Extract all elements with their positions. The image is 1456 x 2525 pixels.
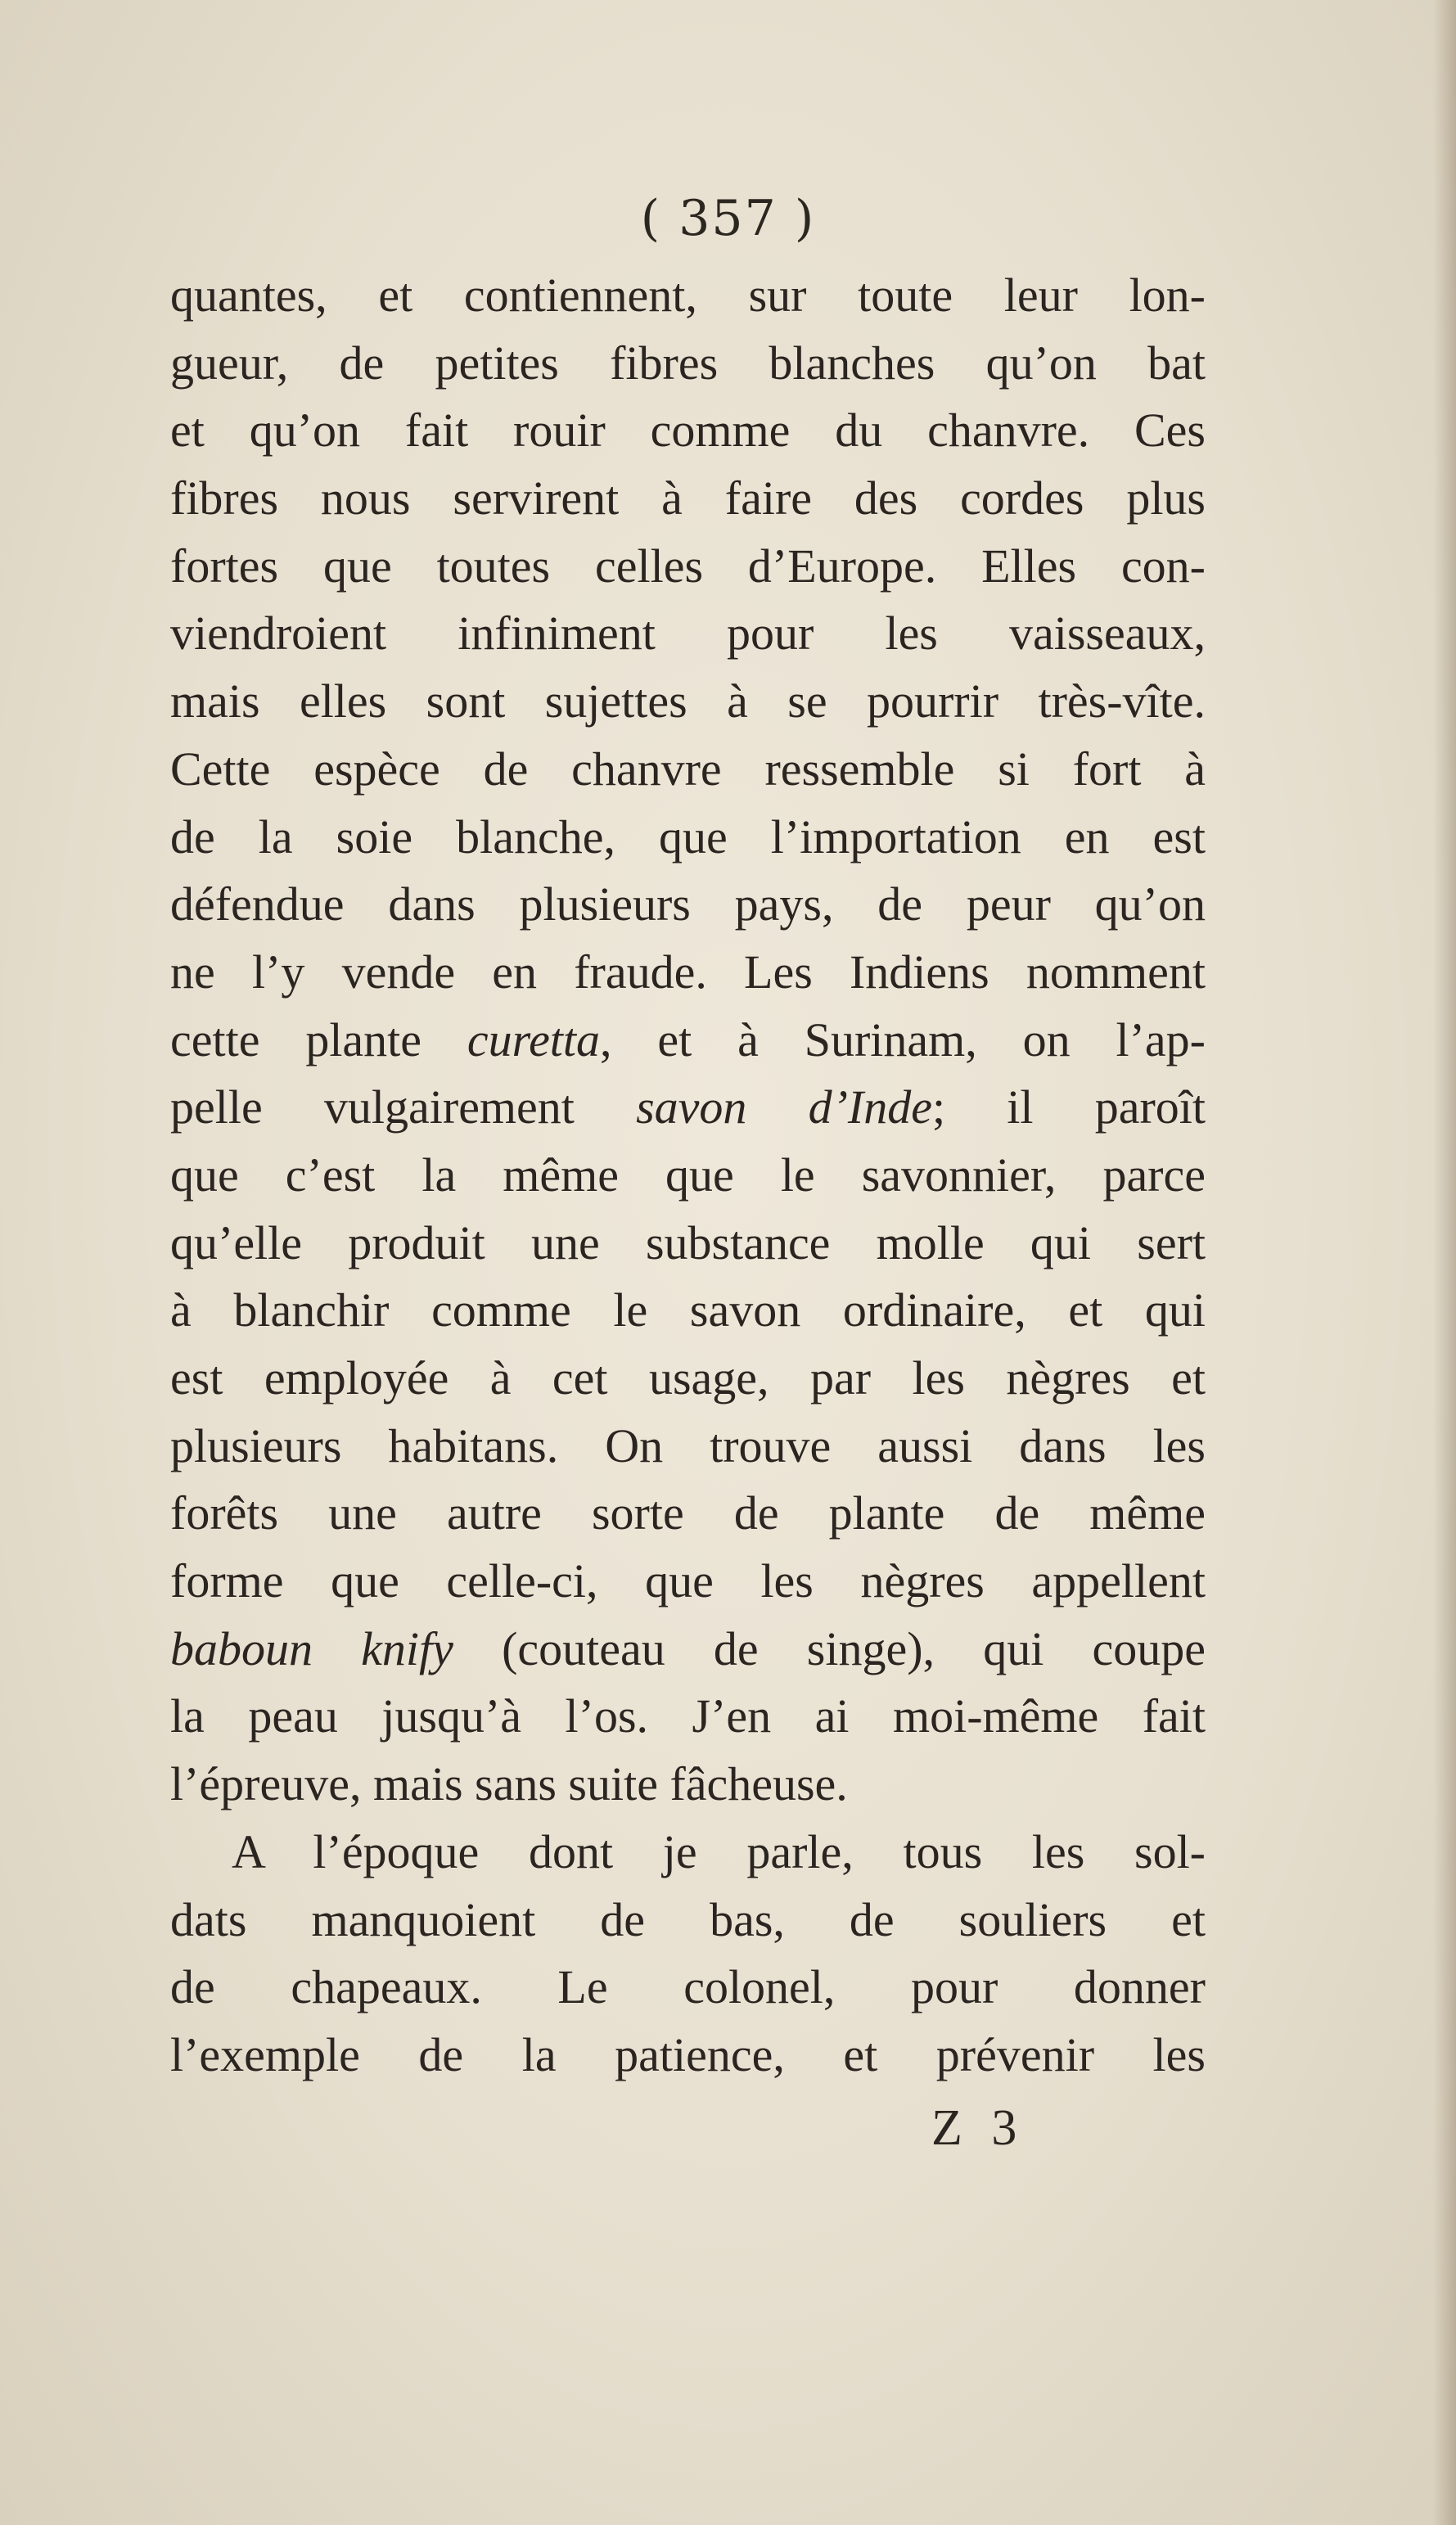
text-line: mais elles sont sujettes à se pourrir très-vîte. <box>170 674 1206 728</box>
signature-mark: Z 3 <box>931 2100 1026 2156</box>
text-run: pelle vulgairement <box>170 1080 637 1134</box>
text-line: plusieurs habitans. On trouve aussi dans les <box>170 1418 1206 1472</box>
text-line: Cette espèce de chanvre ressemble si fort à <box>170 742 1206 796</box>
text-line: viendroient infiniment pour les vaisseaux, <box>170 606 1206 661</box>
text-line: forme que celle-ci, que les nègres appellent <box>170 1554 1206 1608</box>
text-line <box>170 1007 1206 1075</box>
text-line: dats manquoient de bas, de souliers et <box>170 1892 1206 1946</box>
text-line: forêts une autre sorte de plante de même <box>170 1486 1206 1540</box>
page-edge-shadow <box>1433 0 1456 2525</box>
text-line <box>170 1616 1206 1684</box>
text-line: quantes, et contiennent, sur toute leur lon- <box>170 268 1206 322</box>
body-text <box>170 262 1206 2090</box>
text-run: ; il paroît <box>932 1080 1206 1134</box>
text-line: est employée à cet usage, par les nègres et <box>170 1351 1206 1405</box>
text-line: de chapeaux. Le colonel, pour donner <box>170 1960 1206 2014</box>
text-line: de la soie blanche, que l’importation en est <box>170 809 1206 863</box>
italic-term: curetta <box>467 1012 601 1066</box>
text-line: à blanchir comme le savon ordinaire, et qui <box>170 1283 1206 1337</box>
page-number: ( 357 ) <box>640 190 816 247</box>
text-line: gueur, de petites fibres blanches qu’on bat <box>170 336 1206 390</box>
text-line: fortes que toutes celles d’Europe. Elles con- <box>170 539 1206 593</box>
text-line: qu’elle produit une substance molle qui sert <box>170 1215 1206 1269</box>
text-line <box>170 1074 1206 1142</box>
paragraph-start-line: A l’époque dont je parle, tous les sol- <box>232 1824 1206 1878</box>
italic-term: savon d’Inde <box>636 1080 932 1134</box>
text-run: , et à Surinam, on l’ap- <box>600 1012 1206 1066</box>
text-line: et qu’on fait rouir comme du chanvre. Ces <box>170 404 1206 458</box>
text-run: cette plante <box>170 1012 467 1066</box>
text-line: l’exemple de la patience, et prévenir les <box>170 2027 1206 2081</box>
text-line: la peau jusqu’à l’os. J’en ai moi-même fait <box>170 1689 1206 1743</box>
italic-term: baboun knify <box>170 1621 453 1675</box>
text-run: (couteau de singe), qui coupe <box>453 1621 1206 1675</box>
text-line: que c’est la même que le savonnier, parce <box>170 1148 1206 1202</box>
text-line: fibres nous servirent à faire des cordes plus <box>170 471 1206 525</box>
text-line: défendue dans plusieurs pays, de peur qu’on <box>170 877 1206 931</box>
paragraph-end-line: l’épreuve, mais sans suite fâcheuse. <box>170 1757 848 1811</box>
text-line: ne l’y vende en fraude. Les Indiens nomment <box>170 945 1206 999</box>
